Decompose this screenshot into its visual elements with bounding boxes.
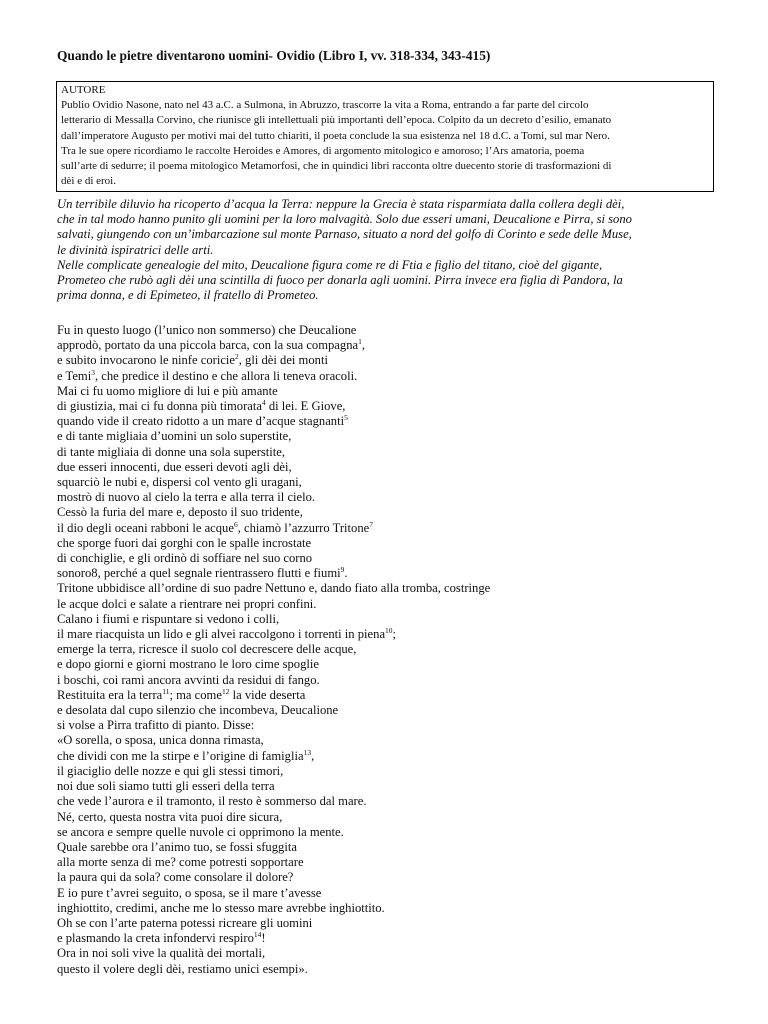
poem-line-text: squarciò le nubi e, dispersi col vento gli uragani, — [57, 475, 302, 490]
poem-line-text: di giustizia, mai ci fu donna più timorata — [57, 399, 262, 414]
poem-line — [57, 688, 490, 703]
poem-line-text: Tritone ubbidisce all’ordine di suo padre Nettuno e, dando fiato alla tromba, costringe — [57, 581, 491, 596]
poem-line — [57, 855, 490, 870]
poem-line — [57, 825, 490, 840]
author-heading: AUTORE — [61, 84, 106, 96]
poem-line-text: il giaciglio delle nozze e qui gli stessi timori, — [57, 763, 284, 778]
poem-line-text: la vide deserta — [229, 687, 306, 702]
poem-line-text: alla morte senza di me? come potresti sopportare — [57, 855, 304, 870]
poem-line-text: ! — [261, 931, 266, 946]
poem-line — [57, 353, 490, 368]
poem-line-text: che sporge fuori dai gorghi con le spalle incrostate — [57, 535, 312, 550]
poem-line — [57, 749, 490, 764]
poem-line-text: che vede l’aurora e il tramonto, il resto è sommerso dal mare. — [57, 794, 367, 809]
intro-line: Un terribile diluvio ha ricoperto d’acqua la Terra: neppure la Grecia è stata risparmiata dalla collera degli dèi, — [57, 197, 625, 211]
poem-line — [57, 597, 490, 612]
poem-line — [57, 627, 490, 642]
poem-line-text: mostrò di nuovo al cielo la terra e alla terra il cielo. — [57, 490, 316, 505]
poem-line-text: . — [344, 566, 348, 581]
footnote-marker: 9 — [340, 565, 345, 575]
intro-paragraph — [57, 197, 632, 303]
poem-line-text: i boschi, coi rami ancora avvinti da residui di fango. — [57, 672, 320, 687]
intro-line: Nelle complicate genealogie del mito, Deucalione figura come re di Ftia e figlio del titano, cioè del gigante, — [57, 257, 603, 272]
footnote-marker: 12 — [221, 686, 230, 696]
poem-line-text: il mare riacquista un lido e gli alvei raccolgono i torrenti in piena — [57, 627, 386, 642]
poem-line-text: di tante migliaia di donne una sola superstite, — [57, 444, 286, 459]
footnote-marker: 6 — [233, 519, 238, 529]
poem-line-text: Ora in noi soli vive la qualità dei mortali, — [57, 946, 266, 961]
footnote-marker: 2 — [235, 352, 239, 362]
poem-line — [57, 399, 490, 414]
poem-line — [57, 581, 490, 596]
poem-line — [57, 962, 490, 977]
poem-line-text: questo il volere degli dèi, restiamo unici esempi». — [57, 961, 308, 976]
footnote-marker: 7 — [369, 519, 373, 529]
poem-line-text: , — [361, 338, 365, 353]
document-title: Quando le pietre diventarono uomini- Ovidio (Libro I, vv. 318-334, 343-415) — [57, 48, 491, 63]
poem-line-text: Cessò la furia del mare e, deposto il suo tridente, — [57, 505, 303, 520]
poem-line — [57, 642, 490, 657]
poem-line — [57, 536, 490, 551]
poem-text — [57, 323, 490, 977]
poem-line — [57, 931, 490, 946]
poem-line-text: e plasmando la creta infondervi respiro — [57, 931, 254, 946]
poem-line-text: Oh se con l’arte paterna potessi ricreare gli uomini — [57, 915, 313, 930]
author-text-line: dall’imperatore Augusto per motivi mai del tutto chiariti, il poeta conclude la sua esistenza nel 18 d.C. a Tomi, sul mar Nero. — [61, 129, 610, 142]
footnote-marker: 10 — [385, 626, 393, 636]
poem-line-text: che dividi con me la stirpe e l’origine di famiglia — [57, 748, 304, 763]
poem-line — [57, 779, 490, 794]
author-box — [56, 81, 714, 192]
author-text-line: Tra le sue opere ricordiamo le raccolte Heroides e Amores, di argomento mitologico e amoroso; l’Ars amatoria, poema — [61, 144, 585, 157]
author-text-line: letterario di Messalla Corvino, che riunisce gli intellettuali più importanti dell’epoca. Colpito da un decreto d’esilio, emanato — [61, 114, 612, 127]
poem-line-text: si volse a Pirra trafitto di pianto. Disse: — [57, 718, 255, 733]
poem-line-text: le acque dolci e salate a rientrare nei propri confini. — [57, 596, 317, 611]
poem-line-text: Calano i fiumi e rispuntare si vedono i colli, — [57, 611, 280, 626]
poem-line-text: , chiamò l’azzurro Tritone — [237, 520, 370, 535]
poem-line-text: , che predice il destino e che allora li teneva oracoli. — [94, 368, 358, 383]
poem-line-text: , gli dèi dei monti — [238, 353, 328, 368]
poem-line — [57, 429, 490, 444]
poem-line — [57, 490, 490, 505]
poem-line — [57, 445, 490, 460]
poem-line-text: e desolata dal cupo silenzio che incombeva, Deucalione — [57, 703, 339, 718]
author-text-line: Publio Ovidio Nasone, nato nel 43 a.C. a Sulmona, in Abruzzo, trascorre la vita a Roma, entrando a far parte del circolo — [61, 99, 589, 112]
poem-line-text: quando vide il creato ridotto a un mare d’acque stagnanti — [57, 414, 345, 429]
footnote-marker: 1 — [358, 337, 362, 347]
poem-line — [57, 764, 490, 779]
poem-line-text: di conchiglie, e gli ordinò di soffiare nel suo corno — [57, 551, 313, 566]
poem-line-text: il dio degli oceani rabboni le acque — [57, 520, 234, 535]
poem-line — [57, 475, 490, 490]
poem-line — [57, 505, 490, 520]
poem-line — [57, 612, 490, 627]
intro-line: le divinità ispiratrici delle arti. — [57, 242, 214, 257]
poem-line-text: approdò, portato da una piccola barca, con la sua compagna — [57, 338, 359, 353]
poem-line-text: di lei. E Giove, — [265, 399, 346, 414]
poem-line-text: Fu in questo luogo (l’unico non sommerso) che Deucalione — [57, 323, 357, 337]
intro-line: salvati, giungendo con un’imbarcazione sul monte Parnaso, situato a nord del golfo di Corinto e sede delle Muse, — [57, 227, 632, 242]
poem-line-text: due esseri innocenti, due esseri devoti agli dèi, — [57, 459, 292, 474]
poem-line — [57, 916, 490, 931]
poem-line-text: e subito invocarono le ninfe coricie — [57, 353, 235, 368]
poem-line — [57, 369, 490, 384]
poem-line — [57, 673, 490, 688]
intro-line: Prometeo che rubò agli dèi una scintilla di fuoco per donarla agli uomini. Pirra invece era figlia di Pandora, la — [57, 273, 623, 288]
poem-line — [57, 718, 490, 733]
poem-line-text: sonoro8, perché a quel segnale rientrassero flutti e fiumi — [57, 566, 341, 581]
poem-line — [57, 551, 490, 566]
poem-line-text: e di tante migliaia d’uomini un solo superstite, — [57, 429, 292, 444]
poem-line — [57, 703, 490, 718]
poem-line — [57, 946, 490, 961]
footnote-marker: 14 — [253, 930, 262, 940]
poem-line — [57, 566, 490, 581]
poem-line — [57, 521, 490, 536]
poem-line-text: E io pure t’avrei seguito, o sposa, se il mare t’avesse — [57, 885, 322, 900]
poem-line — [57, 733, 490, 748]
poem-line — [57, 384, 490, 399]
author-text-line: sull’arte di sedurre; il poema mitologico Metamorfosi, che in quindici libri racconta oltre duecento storie di trasformazioni di — [61, 160, 612, 173]
poem-line-text: e dopo giorni e giorni mostrano le loro cime spoglie — [57, 657, 319, 672]
poem-line-text: noi due soli siamo tutti gli esseri della terra — [57, 779, 275, 794]
poem-line — [57, 323, 490, 338]
poem-line — [57, 870, 490, 885]
poem-line-text: ; ma come — [169, 687, 222, 702]
poem-line — [57, 901, 490, 916]
poem-line-text: Mai ci fu uomo migliore di lui e più amante — [57, 383, 278, 398]
poem-line-text: «O sorella, o sposa, unica donna rimasta, — [57, 733, 264, 748]
poem-line-text: Restituita era la terra — [57, 687, 163, 702]
intro-line: prima donna, e di Epimeteo, il fratello di Prometeo. — [57, 288, 319, 303]
poem-line-text: Quale sarebbe ora l’animo tuo, se fossi sfuggita — [57, 839, 297, 854]
poem-line-text: ; — [392, 627, 397, 642]
poem-line — [57, 460, 490, 475]
footnote-marker: 13 — [303, 747, 312, 757]
footnote-marker: 3 — [91, 367, 95, 377]
poem-line-text: inghiottito, credimi, anche me lo stesso mare avrebbe inghiottito. — [57, 900, 385, 915]
intro-line: che in tal modo hanno punito gli uomini per la loro malvagità. Solo due esseri umani, Deucalione e Pirra, si sono — [57, 212, 632, 227]
poem-line-text: , — [311, 748, 315, 763]
poem-line-text: se ancora e sempre quelle nuvole ci opprimono la mente. — [57, 824, 344, 839]
poem-line — [57, 840, 490, 855]
poem-line — [57, 794, 490, 809]
poem-line-text: emerge la terra, ricresce il suolo col decrescere delle acque, — [57, 642, 357, 657]
author-text-line: dèi e di eroi. — [61, 175, 116, 188]
poem-line-text: Né, certo, questa nostra vita puoi dire sicura, — [57, 809, 283, 824]
poem-line-text: la paura qui da sola? come consolare il dolore? — [57, 870, 294, 885]
poem-line — [57, 810, 490, 825]
footnote-marker: 4 — [261, 398, 266, 408]
poem-line-text: e Temi — [57, 368, 92, 383]
poem-line — [57, 657, 490, 672]
poem-line — [57, 414, 490, 429]
poem-line — [57, 338, 490, 353]
poem-line — [57, 886, 490, 901]
footnote-marker: 5 — [344, 413, 348, 423]
footnote-marker: 11 — [162, 686, 170, 696]
